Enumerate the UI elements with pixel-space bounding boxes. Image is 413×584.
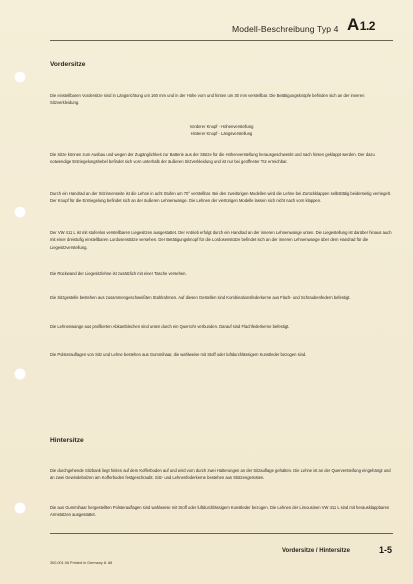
punch-hole [14, 206, 26, 218]
section-code-letter: A [347, 15, 359, 34]
page-number: 1-5 [379, 545, 393, 555]
paragraph: Die einstellbaren Vordersitze sind in Längsrichtung um 160 mm und in der Höhe vorn und hinten um 30 mm verstellbar. Die Betätigungsknöpfe befinden sich an der inneren Sitzverkleidung. [50, 93, 365, 106]
paragraph: Der VW 411 L ist mit stufenlos verstellbaren Liegesitzen ausgestattet. Der Antrieb erfolgt durch ein Handrad an der inneren Lehnenwange unten. Die Liegestellung ist darüber hinaus auch mit einer dreistufig einstellbaren Lordosenstütze versehen. Der Betätigungsknopf für die Lordosenstütze befindet sich an der inneren Lehnenwange über dem Handrad für die Liegesitzverstellung. [50, 230, 392, 250]
section-heading-front-seats: Vordersitze [50, 61, 86, 68]
footer-rule [50, 533, 393, 534]
header-rule [50, 40, 393, 41]
document-title: Modell-Beschreibung Typ 4 [232, 24, 339, 34]
footer-section-title: Vordersitze / Hintersitze [282, 548, 350, 554]
paragraph: Die Rückwand der Liegesitzlehne ist zusätzlich mit einer Tasche versehen. [50, 271, 187, 276]
section-heading-rear-seats: Hintersitze [50, 437, 84, 444]
section-code [347, 15, 375, 35]
punch-hole [14, 71, 26, 83]
paragraph: Durch ein Handrad an der Sitzinnenseite ist die Lehne in acht Stufen um 70° verstellbar. Bei den zweitürigen Modellen wird die Lehne bei Zurückklappen selbsttätig beiderseitig verriegelt. Der Knopf für die Entriegelung befindet sich an der äußeren Lehnenwange. Die Lehnen der viertürigen Modelle lassen sich nicht nach vorn klappen. [50, 191, 391, 204]
paragraph: Die Sitzgestelle bestehen aus zusammengeschweißten Stahlrahmen. Auf diesen Gestellen sind Kombinationsfederkerne aus Flach- und Schraubenfedern befestigt. [50, 295, 351, 300]
punch-hole [14, 502, 26, 514]
paragraph: Die aus Gummihaar hergestellten Polsterauflagen sind wahlweise mit Stoff oder luftdurchlässigem Kunstleder bezogen. Die Lehnen der Limousinen VW 411 L sind mit herausklappbaren Armstützen ausgestattet. [50, 505, 390, 518]
paragraph: Die Polsterauflagen von Sitz und Lehne bestehen aus Gummihaar, die wahlweise mit Stoff oder luftdurchlässigem Kunstleder bezogen sind. [50, 352, 307, 357]
paragraph: Die Sitze können zum Ausbau und wegen der Zugänglichkeit zur Batterie aus der Stütze für die Höhenverstellung herausgeschwenkt und nach hinten geklappt werden. Der dazu notwendige Entriegelungshebel befindet sich vorn unterhalb der äußeren Sitzverkleidung und ist nur bei geöffneter Tür erreichbar. [50, 152, 375, 165]
print-note: 300.001.06 Printed in Germany 8. 68 [50, 561, 113, 565]
paragraph: Die Lehnenwange aus profilierten Abkantblechen sind unten durch ein Querrohr verbunden. Darauf sind Flachfederkerne befestigt. [50, 324, 290, 329]
section-code-number: 1.2 [359, 19, 375, 33]
punch-hole [14, 368, 26, 380]
paragraph: Die durchgehende Sitzbank liegt hinten auf dem Kofferboden auf und wird vorn durch zwei Halterungen an der Sitzauflage gehalten. Die Lehne ist an der Querversteifung eingehängt und an zwei Gewindebolzen am Kofferboden festgeschraubt. Sitz- und Lehnenfederkerne bestehen aus Stützengerüsten. [50, 468, 391, 481]
paragraph-knob-list: Vorderer Knopf - Höhenverstellung Hinterer Knopf - Längsverstellung [189, 124, 254, 137]
